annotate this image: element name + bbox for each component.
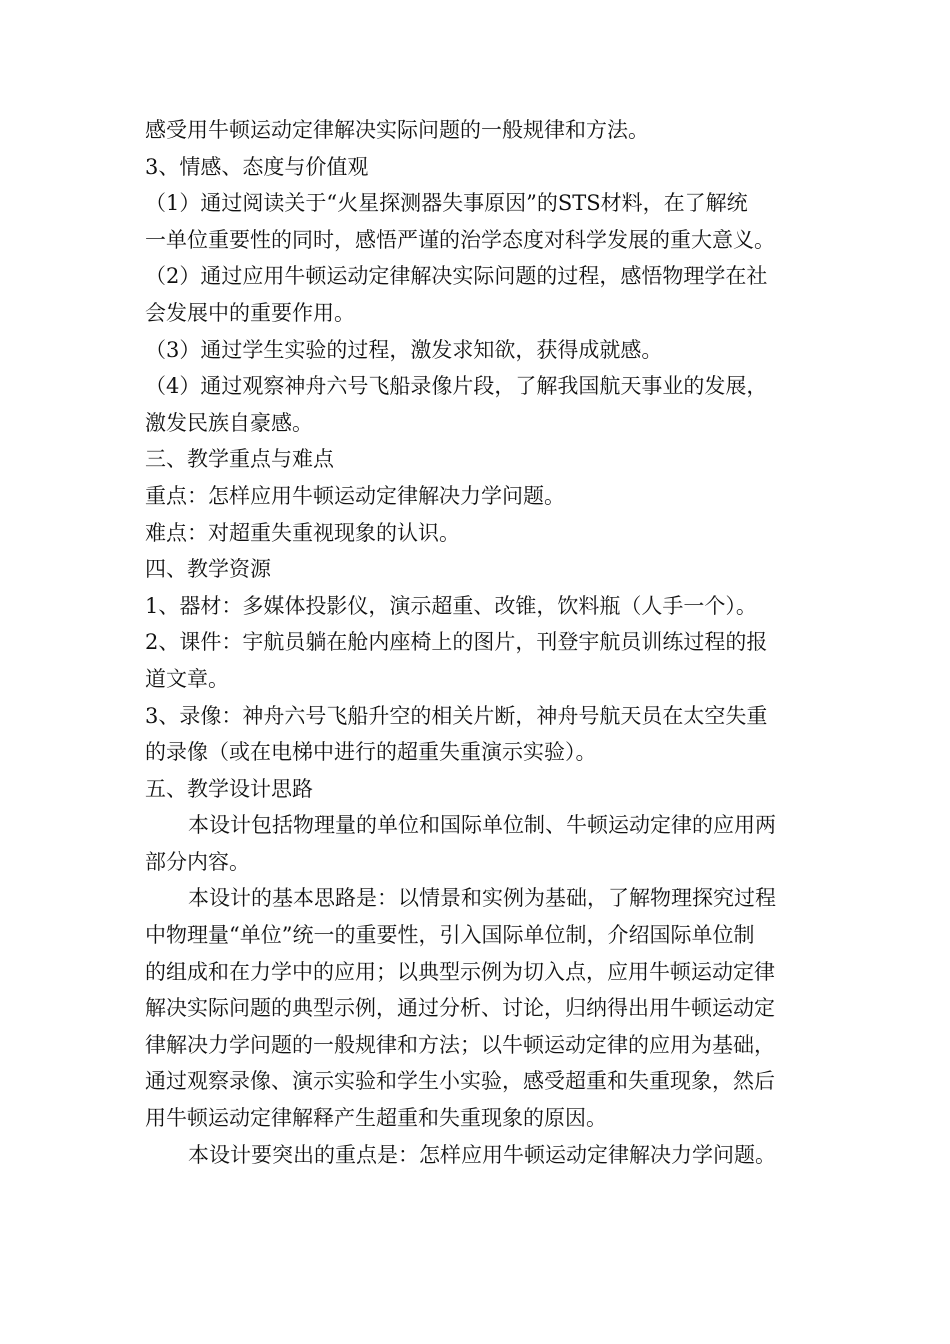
text-line: （4）通过观察神舟六号飞船录像片段，了解我国航天事业的发展， — [145, 374, 768, 399]
text-line: 一单位重要性的同时，感悟严谨的治学态度对科学发展的重大意义。 — [145, 227, 775, 252]
text-line: （1）通过阅读关于“火星探测器失事原因”的STS材料，在了解统 — [145, 191, 748, 216]
text-line: 1、器材：多媒体投影仪，演示超重、改锥，饮料瓶（人手一个）。 — [145, 593, 757, 618]
text-line: 解决实际问题的典型示例，通过分析、讨论，归纳得出用牛顿运动定 — [145, 996, 775, 1021]
text-line: 难点：对超重失重视现象的认识。 — [145, 520, 460, 545]
text-line: 重点：怎样应用牛顿运动定律解决力学问题。 — [145, 483, 565, 508]
section-heading-resources: 四、教学资源 — [145, 557, 271, 582]
text-line: 的组成和在力学中的应用；以典型示例为切入点，应用牛顿运动定律 — [145, 959, 775, 984]
section-heading-design-idea: 五、教学设计思路 — [145, 776, 313, 801]
text-line: 的录像（或在电梯中进行的超重失重演示实验）。 — [145, 740, 597, 765]
document-body — [145, 112, 810, 1173]
text-line: 激发民族自豪感。 — [145, 410, 313, 435]
text-line: 中物理量“单位”统一的重要性，引入国际单位制，介绍国际单位制 — [145, 923, 755, 948]
text-line: （2）通过应用牛顿运动定律解决实际问题的过程，感悟物理学在社 — [145, 264, 768, 289]
text-line: 通过观察录像、演示实验和学生小实验，感受超重和失重现象，然后 — [145, 1069, 775, 1094]
paragraph-first-line: 本设计的基本思路是：以情景和实例为基础，了解物理探究过程 — [188, 886, 776, 911]
text-line: 用牛顿运动定律解释产生超重和失重现象的原因。 — [145, 1106, 607, 1131]
paragraph-first-line: 本设计包括物理量的单位和国际单位制、牛顿运动定律的应用两 — [188, 813, 776, 838]
paragraph-first-line: 本设计要突出的重点是：怎样应用牛顿运动定律解决力学问题。 — [188, 1142, 776, 1167]
text-line: 2、课件：宇航员躺在舱内座椅上的图片，刊登宇航员训练过程的报 — [145, 630, 768, 655]
text-line: 律解决力学问题的一般规律和方法；以牛顿运动定律的应用为基础， — [145, 1032, 775, 1057]
text-line: 3、录像：神舟六号飞船升空的相关片断，神舟号航天员在太空失重 — [145, 703, 768, 728]
text-line: 会发展中的重要作用。 — [145, 300, 355, 325]
text-line: （3）通过学生实验的过程，激发求知欲，获得成就感。 — [145, 337, 663, 362]
section-heading-emotion-values: 3、情感、态度与价值观 — [145, 154, 369, 179]
section-heading-key-points: 三、教学重点与难点 — [145, 447, 334, 472]
text-line: 感受用牛顿运动定律解决实际问题的一般规律和方法。 — [145, 118, 649, 142]
text-line: 部分内容。 — [145, 849, 250, 874]
text-line: 道文章。 — [145, 666, 229, 691]
